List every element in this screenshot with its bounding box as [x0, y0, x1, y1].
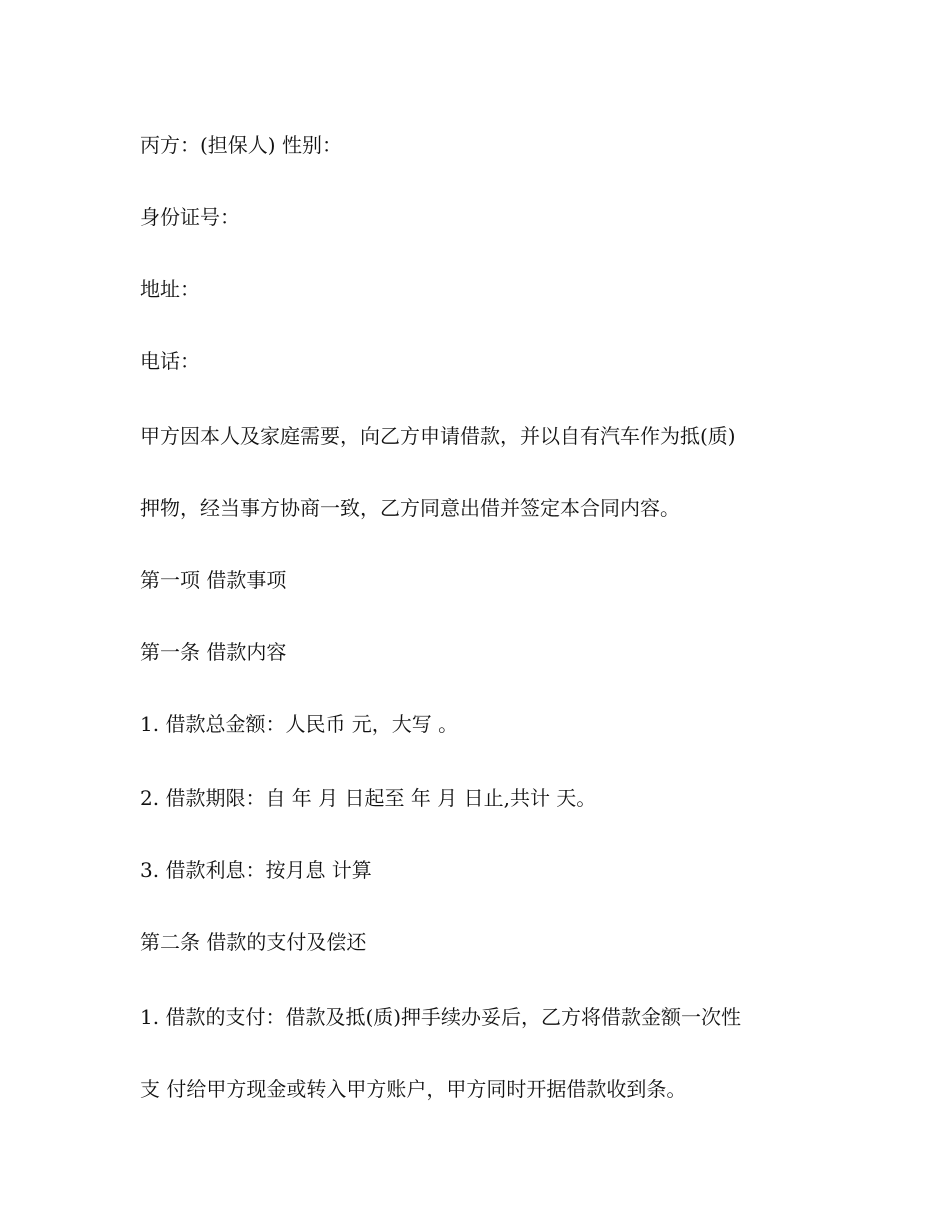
id-number-line: 身份证号： — [140, 205, 240, 229]
clause-line: 3. 借款利息：按月息 计算 — [140, 858, 372, 882]
article-heading: 第二条 借款的支付及偿还 — [140, 930, 367, 954]
article-heading: 第一条 借款内容 — [140, 640, 287, 664]
paragraph-line: 押物，经当事方协商一致，乙方同意出借并签定本合同内容。 — [140, 496, 680, 520]
section-heading: 第一项 借款事项 — [140, 568, 287, 592]
guarantor-line: 丙方：(担保人) 性别： — [140, 133, 342, 157]
clause-line: 1. 借款的支付：借款及抵(质)押手续办妥后，乙方将借款金额一次性 — [140, 1005, 742, 1029]
paragraph-line: 甲方因本人及家庭需要，向乙方申请借款，并以自有汽车作为抵(质) — [140, 424, 736, 448]
clause-line: 1. 借款总金额：人民币 元，大写 。 — [140, 712, 459, 736]
clause-line: 支 付给甲方现金或转入甲方账户，甲方同时开据借款收到条。 — [140, 1077, 687, 1101]
clause-line: 2. 借款期限：自 年 月 日起至 年 月 日止,共计 天。 — [140, 786, 597, 810]
address-line: 地址： — [140, 277, 200, 301]
phone-line: 电话： — [140, 349, 200, 373]
